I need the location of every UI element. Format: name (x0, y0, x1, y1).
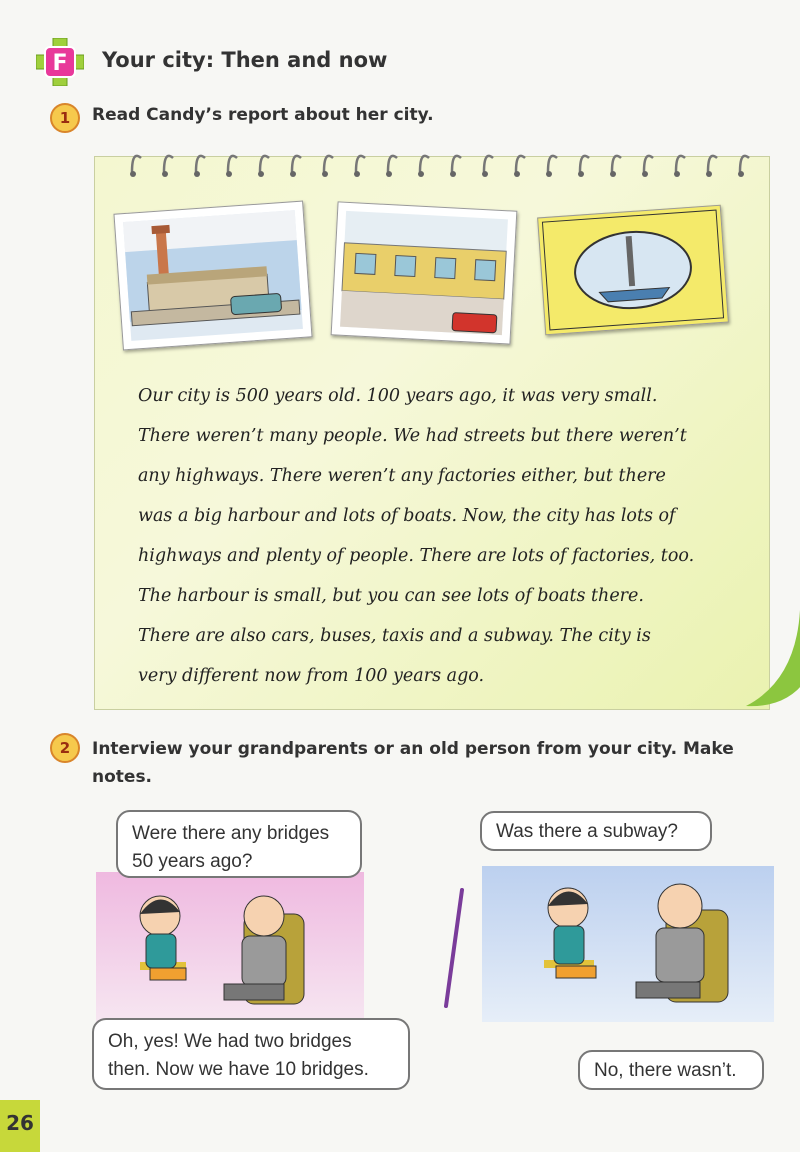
report-line: was a big harbour and lots of boats. Now, the city has lots of (138, 506, 676, 526)
section-letter: F (52, 51, 68, 76)
panel-divider-stroke (444, 888, 464, 1008)
speech-bubble-answer: No, there wasn’t. (578, 1050, 764, 1090)
report-line: There are also cars, buses, taxis and a subway. The city is (138, 626, 651, 646)
old-street-photo (331, 201, 518, 344)
section-title: Your city: Then and now (102, 48, 388, 72)
report-line: There weren’t many people. We had streets but there weren’t (138, 426, 687, 446)
report-line: highways and plenty of people. There are lots of factories, too. (138, 546, 695, 566)
report-line: The harbour is small, but you can see lots of boats there. (138, 586, 644, 606)
speech-bubble-question: Were there any bridges 50 years ago? (116, 810, 362, 878)
task-number-badge: 2 (50, 733, 80, 763)
report-line: any highways. There weren’t any factories either, but there (138, 466, 666, 486)
speech-bubble-question: Was there a subway? (480, 811, 712, 851)
task2-instruction: Interview your grandparents or an old person from your city. Make notes. (92, 739, 734, 787)
speech-bubble-answer: Oh, yes! We had two bridges then. Now we have 10 bridges. (92, 1018, 410, 1090)
report-line: very different now from 100 years ago. (138, 666, 485, 686)
old-harbour-photo (113, 201, 312, 351)
section-letter-badge (36, 38, 84, 86)
page-number: 26 (0, 1100, 40, 1152)
report-line: Our city is 500 years old. 100 years ago, it was very small. (138, 386, 658, 406)
page-curl-decoration (746, 610, 800, 710)
girl-and-grandfather-illustration (530, 866, 740, 1036)
girl-and-grandfather-illustration (124, 876, 324, 1036)
notebook-spiral-rings (124, 146, 764, 180)
city-postcard (537, 205, 729, 336)
task-number-badge: 1 (50, 103, 80, 133)
candy-report-text (138, 376, 738, 696)
task1-instruction: Read Candy’s report about her city. (92, 105, 434, 125)
